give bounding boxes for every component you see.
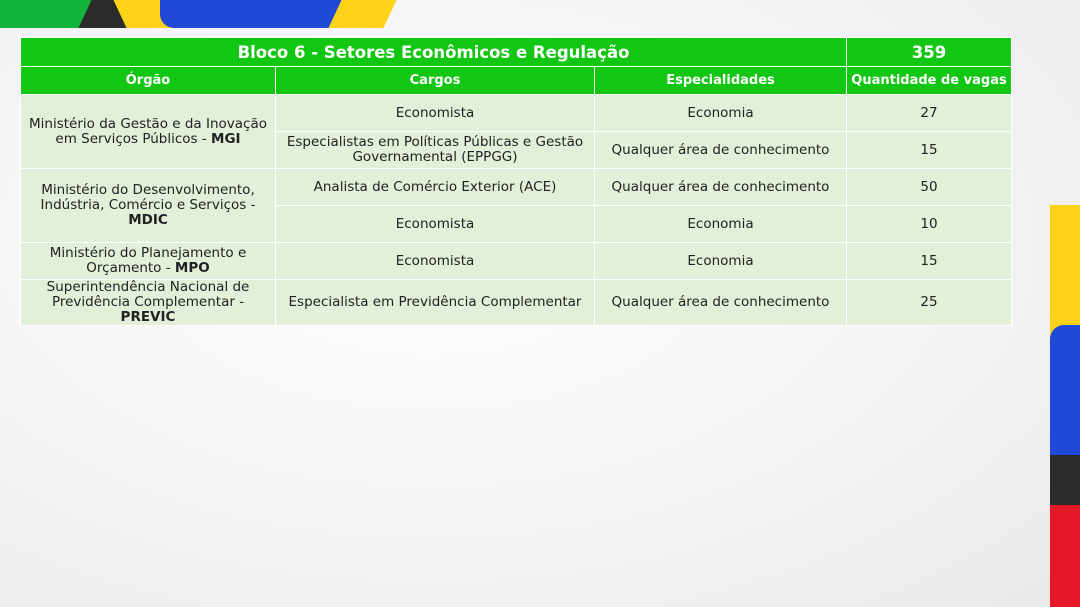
vagas-cell: 15 [847,132,1012,169]
table-header-row [21,67,1012,95]
header-quantidade: Quantidade de vagas [847,67,1012,95]
total-vagas: 359 [847,38,1012,67]
especialidade-cell: Economia [595,243,847,280]
vagas-cell: 25 [847,280,1012,326]
especialidade-cell: Qualquer área de conhecimento [595,280,847,326]
vagas-cell: 15 [847,243,1012,280]
especialidade-cell: Qualquer área de conhecimento [595,169,847,206]
orgao-cell: Ministério do Desenvolvimento, Indústria, Comércio e Serviços - MDIC [21,169,276,243]
header-especialidades: Especialidades [595,67,847,95]
table-row [21,95,1012,132]
cargo-cell: Analista de Comércio Exterior (ACE) [276,169,595,206]
orgao-cell: Ministério do Planejamento e Orçamento - MPO [21,243,276,280]
especialidade-cell: Qualquer área de conhecimento [595,132,847,169]
cargo-cell: Economista [276,243,595,280]
table-row [21,169,1012,206]
orgao-cell: Superintendência Nacional de Previdência Complementar - PREVIC [21,280,276,326]
vagas-cell: 50 [847,169,1012,206]
orgao-cell: Ministério da Gestão e da Inovação em Serviços Públicos - MGI [21,95,276,169]
cargo-cell: Especialistas em Políticas Públicas e Gestão Governamental (EPPGG) [276,132,595,169]
cargo-cell: Economista [276,95,595,132]
header-orgao: Órgão [21,67,276,95]
especialidade-cell: Economia [595,95,847,132]
vagas-cell: 10 [847,206,1012,243]
right-brand-stripe [1050,205,1080,607]
table-row [21,243,1012,280]
vagas-table [20,37,1012,326]
especialidade-cell: Economia [595,206,847,243]
cargo-cell: Especialista em Previdência Complementar [276,280,595,326]
top-brand-stripe [0,0,400,28]
header-cargos: Cargos [276,67,595,95]
cargo-cell: Economista [276,206,595,243]
table-row [21,280,1012,326]
vagas-cell: 27 [847,95,1012,132]
table-title: Bloco 6 - Setores Econômicos e Regulação [21,38,847,67]
table-title-row [21,38,1012,67]
